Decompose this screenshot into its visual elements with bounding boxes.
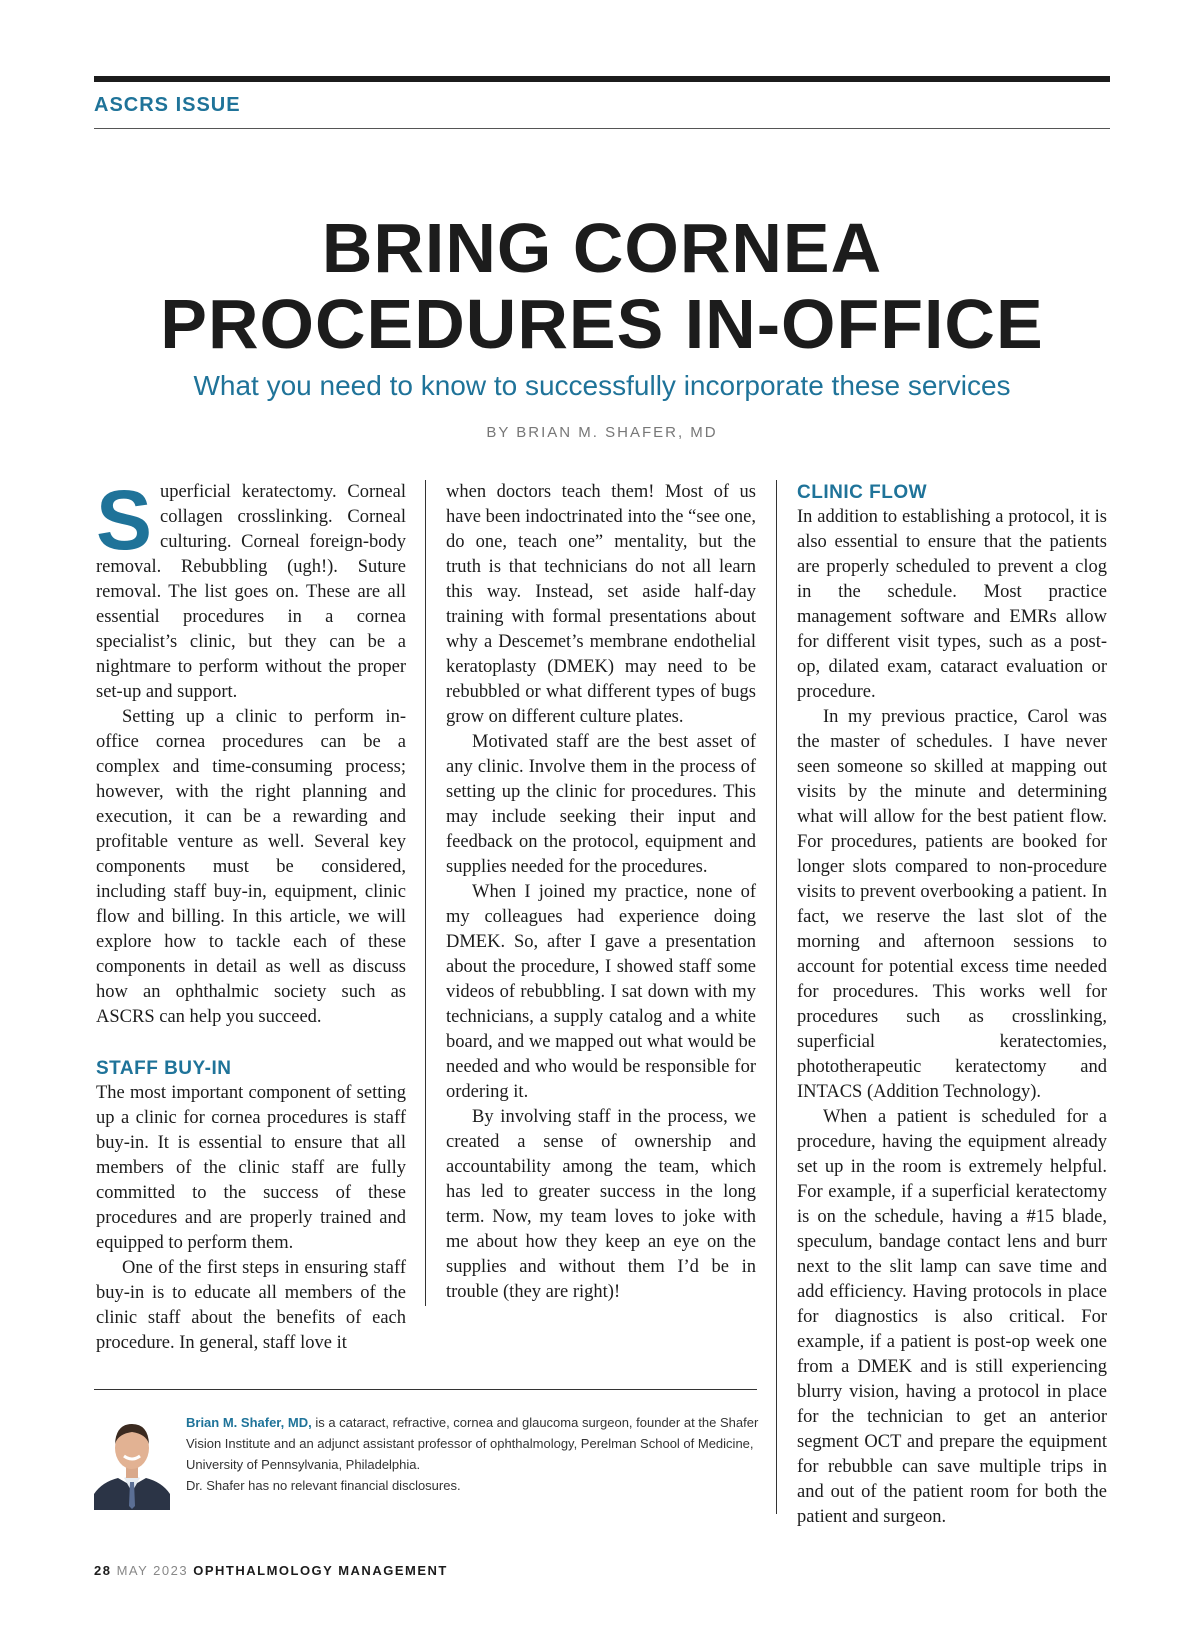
column-1	[96, 473, 406, 1356]
title-line-1: BRING CORNEA	[321, 209, 883, 287]
author-photo	[94, 1412, 170, 1510]
bio-divider	[94, 1389, 757, 1390]
drop-cap: S	[96, 473, 153, 567]
paragraph-text: uperficial keratectomy. Corneal collagen crosslinking. Corneal culturing. Corneal foreign-body removal. Rebubbling (ugh!). Suture removal. The list goes on. These are all essential procedures in a cornea specialist’s clinic, but they can be a nightmare to perform without the proper set-up and support.	[96, 482, 406, 702]
column-divider	[425, 480, 426, 1306]
publication-name: OPHTHALMOLOGY MANAGEMENT	[193, 1563, 448, 1578]
article-title	[94, 210, 1110, 362]
paragraph: The most important component of setting up a clinic for cornea procedures is staff buy-in. It is essential to ensure that all members of the clinic staff are fully committed to the success of these procedures and are properly trained and equipped to perform them.	[96, 1083, 406, 1253]
header-divider	[94, 128, 1110, 129]
paragraph: When a patient is scheduled for a procedure, having the equipment already set up in the room is extremely helpful. For example, if a superficial keratectomy is on the schedule, having a #15 blade, speculum, bandage contact lens and burr next to the slit lamp can save time and add efficiency. Having protocols in place for diagnostics is also critical. For example, if a patient is post-op week one from a DMEK and is still experiencing blurry vision, having a protocol in place for the technician to get an anterior segment OCT and prepare the equipment for rebubble can save multiple trips in and out of the patient room for both the patient and surgeon.	[797, 1107, 1107, 1527]
paragraph: Motivated staff are the best asset of any clinic. Involve them in the process of setting up the clinic for procedures. This may include seeking their input and feedback on the protocol, equipment and supplies needed for the procedures.	[446, 732, 756, 877]
column-divider	[776, 480, 777, 1514]
article-subtitle: What you need to know to successfully incorporate these services	[193, 370, 1011, 401]
section-heading-staff-buy-in: STAFF BUY-IN	[96, 1058, 232, 1079]
column-2	[446, 480, 756, 1305]
author-name: Brian M. Shafer, MD,	[186, 1415, 312, 1430]
paragraph	[96, 473, 406, 705]
paragraph: When I joined my practice, none of my colleagues had experience doing DMEK. So, after I gave a presentation about the procedure, I showed staff some videos of rebubbling. I sat down with my technicians, a supply catalog and a white board, and we mapped out what would be needed and who would be responsible for ordering it.	[446, 882, 756, 1102]
bio-paragraph	[186, 1412, 761, 1475]
bio-description: is a cataract, refractive, cornea and glaucoma surgeon, founder at the Shafer Vision Institute and an adjunct assistant professor of ophthalmology, Perelman School of Medicine, University of Pennsylvania, Philadelphia.	[186, 1415, 759, 1472]
top-rule	[94, 76, 1110, 82]
issue-date: MAY 2023	[116, 1563, 189, 1578]
column-3	[797, 480, 1107, 1530]
paragraph: One of the first steps in ensuring staff buy-in is to educate all members of the clinic staff about the benefits of each procedure. In general, staff love it	[96, 1258, 406, 1353]
financial-disclosure: Dr. Shafer has no relevant financial disclosures.	[186, 1478, 461, 1493]
section-heading-clinic-flow: CLINIC FLOW	[797, 482, 928, 503]
title-line-2: PROCEDURES IN-OFFICE	[160, 285, 1044, 363]
paragraph: Setting up a clinic to perform in-office cornea procedures can be a complex and time-consuming process; however, with the right planning and execution, it can be a rewarding and profitable venture as well. Several key components must be considered, including staff buy-in, equipment, clinic flow and billing. In this article, we will explore how to tackle each of these components in detail as well as discuss how an ophthalmic society such as ASCRS can help you succeed.	[96, 707, 406, 1027]
paragraph: In my previous practice, Carol was the master of schedules. I have never seen someone so skilled at mapping out visits by the minute and determining what will allow for the best patient flow. For procedures, patients are booked for longer slots compared to non-procedure visits to prevent overbooking a patient. In fact, we reserve the last slot of the morning and afternoon sessions to account for potential excess time needed for procedures. This works well for procedures such as crosslinking, superficial keratectomies, phototherapeutic keratectomy and INTACS (Addition Technology).	[797, 707, 1107, 1102]
author-bio	[186, 1412, 761, 1496]
paragraph: By involving staff in the process, we created a sense of ownership and accountability among the team, which has led to greater success in the long term. Now, my team loves to joke with me about how they keep an eye on the supplies and without them I’d be in trouble (they are right)!	[446, 1107, 756, 1302]
paragraph: In addition to establishing a protocol, it is also essential to ensure that the patients are properly scheduled to prevent a clog in the schedule. Most practice management software and EMRs allow for different visit types, such as a post-op, dilated exam, cataract evaluation or procedure.	[797, 507, 1107, 702]
section-tag: ASCRS ISSUE	[94, 94, 241, 116]
page-footer	[94, 1563, 448, 1578]
paragraph: when doctors teach them! Most of us have been indoctrinated into the “see one, do one, teach one” mentality, but the truth is that technicians do not all learn this way. Instead, set aside half-day training with formal presentations about why a Descemet’s membrane endothelial keratoplasty (DMEK) may need to be rebubbled or what different types of bugs grow on different culture plates.	[446, 482, 756, 727]
byline: BY BRIAN M. SHAFER, MD	[486, 424, 718, 441]
page-number: 28	[94, 1563, 112, 1578]
